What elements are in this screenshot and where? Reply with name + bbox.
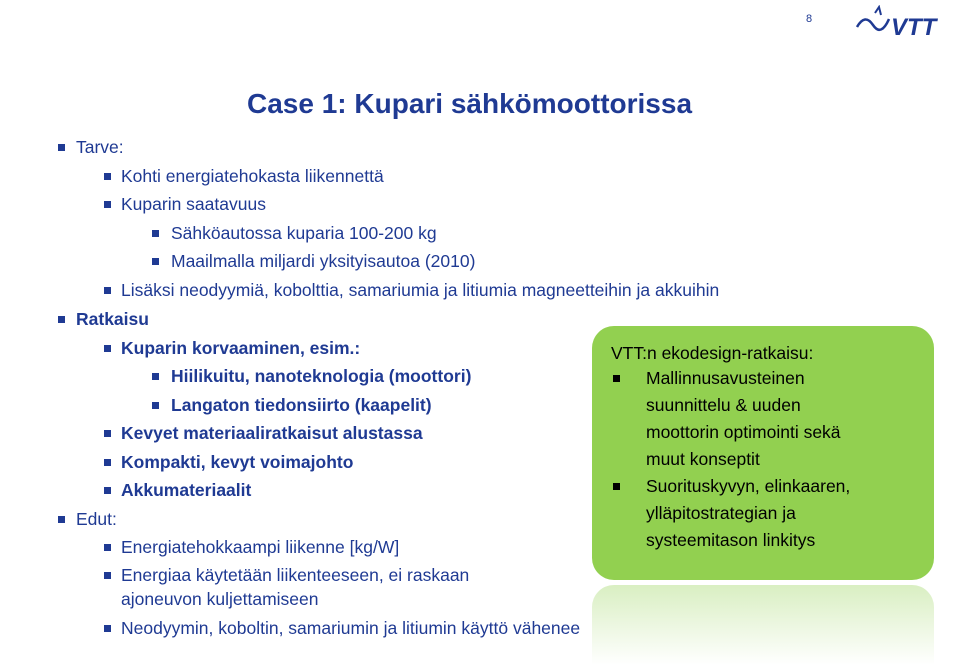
bullet-marker <box>104 287 111 294</box>
bullet-item: Neodyymin, koboltin, samariumin ja litiumin käyttö vähenee <box>121 618 581 638</box>
bullet-marker <box>58 144 65 151</box>
bullet-item: Maailmalla miljardi yksityisautoa (2010) <box>171 251 476 271</box>
callout-item-line: Mallinnusavusteinen <box>646 368 805 388</box>
bullet-marker <box>104 625 111 632</box>
callout-bullet-marker <box>613 483 620 490</box>
bullet-item: Energiatehokkaampi liikenne [kg/W] <box>121 537 400 557</box>
bullet-ratkaisu: Ratkaisu <box>76 309 149 329</box>
bullet-item: Langaton tiedonsiirto (kaapelit) <box>171 395 432 415</box>
vtt-logo <box>855 5 950 43</box>
callout-item-line: moottorin optimointi sekä <box>646 422 841 442</box>
callout-item-line: Suorituskyvyn, elinkaaren, <box>646 476 851 496</box>
bullet-item: Hiilikuitu, nanoteknologia (moottori) <box>171 366 472 386</box>
bullet-marker <box>104 572 111 579</box>
bullet-marker <box>104 487 111 494</box>
bullet-marker <box>152 230 159 237</box>
bullet-marker <box>152 402 159 409</box>
bullet-marker <box>104 173 111 180</box>
callout-item-line: ylläpitostrategian ja <box>646 503 796 523</box>
bullet-item: Akkumateriaalit <box>121 480 252 500</box>
bullet-item: Kohti energiatehokasta liikennettä <box>121 166 384 186</box>
slide-title: Case 1: Kupari sähkömoottorissa <box>247 88 693 119</box>
bullet-tarve: Tarve: <box>76 137 124 157</box>
bullet-item: Kuparin korvaaminen, esim.: <box>121 338 361 358</box>
bullet-item: Kuparin saatavuus <box>121 194 266 214</box>
bullet-marker <box>58 316 65 323</box>
bullet-item: Lisäksi neodyymiä, kobolttia, samariumia ja litiumia magneetteihin ja akkuihin <box>121 280 720 300</box>
bullet-item-continuation: ajoneuvon kuljettamiseen <box>121 589 319 609</box>
bullet-item: Sähköautossa kuparia 100-200 kg <box>171 223 437 243</box>
callout-heading: VTT:n ekodesign-ratkaisu: <box>611 343 814 363</box>
callout-bullet-marker <box>613 375 620 382</box>
logo-text: VTT <box>891 14 937 41</box>
bullet-edut: Edut: <box>76 509 117 529</box>
bullet-marker <box>104 430 111 437</box>
bullet-marker <box>104 201 111 208</box>
bullet-marker <box>104 459 111 466</box>
page-number: 8 <box>806 13 813 25</box>
callout-reflection <box>592 585 934 665</box>
bullet-item: Kevyet materiaaliratkaisut alustassa <box>121 423 423 443</box>
slide-date: 28.8.2012 <box>700 13 749 25</box>
callout-item-line: suunnittelu & uuden <box>646 395 801 415</box>
bullet-marker <box>152 258 159 265</box>
bullet-item: Kompakti, kevyt voimajohto <box>121 452 354 472</box>
bullet-marker <box>152 373 159 380</box>
callout-item-line: systeemitason linkitys <box>646 530 816 550</box>
bullet-marker <box>104 544 111 551</box>
bullet-marker <box>104 345 111 352</box>
bullet-marker <box>58 516 65 523</box>
bullet-item: Energiaa käytetään liikenteeseen, ei raskaan <box>121 565 470 585</box>
callout-item-line: muut konseptit <box>646 449 760 469</box>
